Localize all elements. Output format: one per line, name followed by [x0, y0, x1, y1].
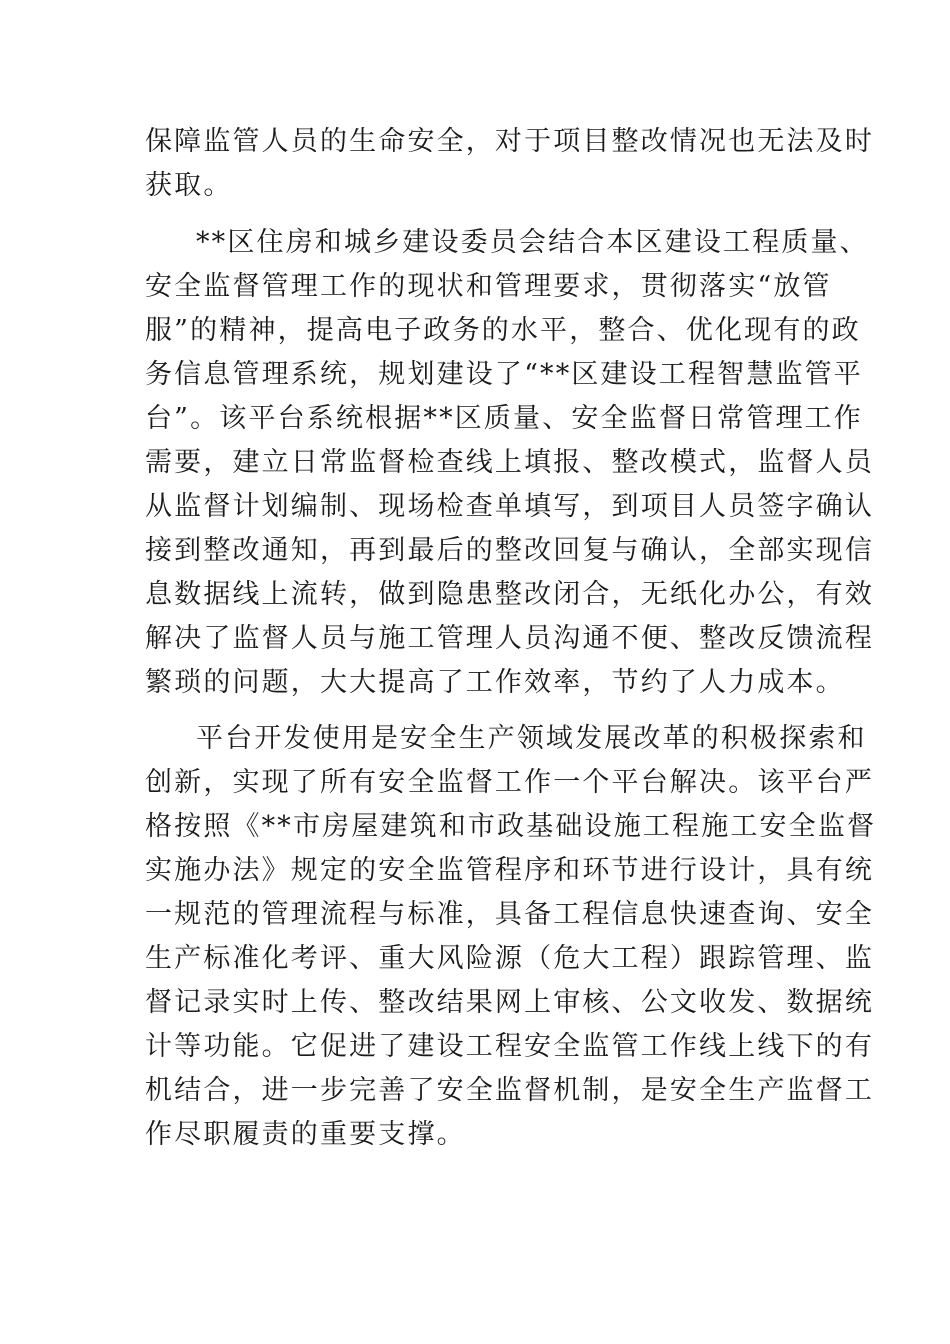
text-line: 保障监管人员的生命安全，对于项目整改情况也无法及时 — [145, 126, 874, 157]
text-line: 服”的精神，提高电子政务的水平，整合、优化现有的政 — [145, 315, 861, 346]
text-line: 台”。该平台系统根据**区质量、安全监督日常管理工作 — [145, 403, 863, 434]
text-line: 平台开发使用是安全生产领域发展改革的积极探索和 — [196, 723, 867, 754]
text-line: 实施办法》规定的安全监管程序和环节进行设计，具有统 — [145, 855, 874, 886]
text-line: 创新，实现了所有安全监督工作一个平台解决。该平台严 — [145, 767, 874, 798]
text-line: 生产标准化考评、重大风险源（危大工程）跟踪管理、监 — [145, 943, 874, 974]
text-line: 解决了监督人员与施工管理人员沟通不便、整改反馈流程 — [145, 623, 874, 654]
text-line: 获取。 — [145, 170, 233, 201]
text-line: 格按照《**市房屋建筑和市政基础设施工程施工安全监督 — [145, 811, 877, 842]
text-line: **区住房和城乡建设委员会结合本区建设工程质量、 — [196, 227, 869, 258]
text-line: 安全监督管理工作的现状和管理要求，贯彻落实“放管 — [145, 271, 832, 302]
text-line: 接到整改通知，再到最后的整改回复与确认，全部实现信 — [145, 535, 874, 566]
text-line: 务信息管理系统，规划建设了“**区建设工程智慧监管平 — [145, 359, 863, 390]
text-line: 从监督计划编制、现场检查单填写，到项目人员签字确认 — [145, 491, 874, 522]
text-line: 督记录实时上传、整改结果网上审核、公文收发、数据统 — [145, 987, 874, 1018]
text-line: 繁琐的问题，大大提高了工作效率，节约了人力成本。 — [145, 667, 845, 698]
text-line: 息数据线上流转，做到隐患整改闭合，无纸化办公，有效 — [145, 579, 874, 610]
text-line: 计等功能。它促进了建设工程安全监管工作线上线下的有 — [145, 1031, 874, 1062]
text-line: 一规范的管理流程与标准，具备工程信息快速查询、安全 — [145, 899, 874, 930]
text-line: 需要，建立日常监督检查线上填报、整改模式，监督人员 — [145, 447, 874, 478]
text-line: 作尽职履责的重要支撑。 — [145, 1119, 466, 1150]
text-line: 机结合，进一步完善了安全监督机制，是安全生产监督工 — [145, 1075, 874, 1106]
